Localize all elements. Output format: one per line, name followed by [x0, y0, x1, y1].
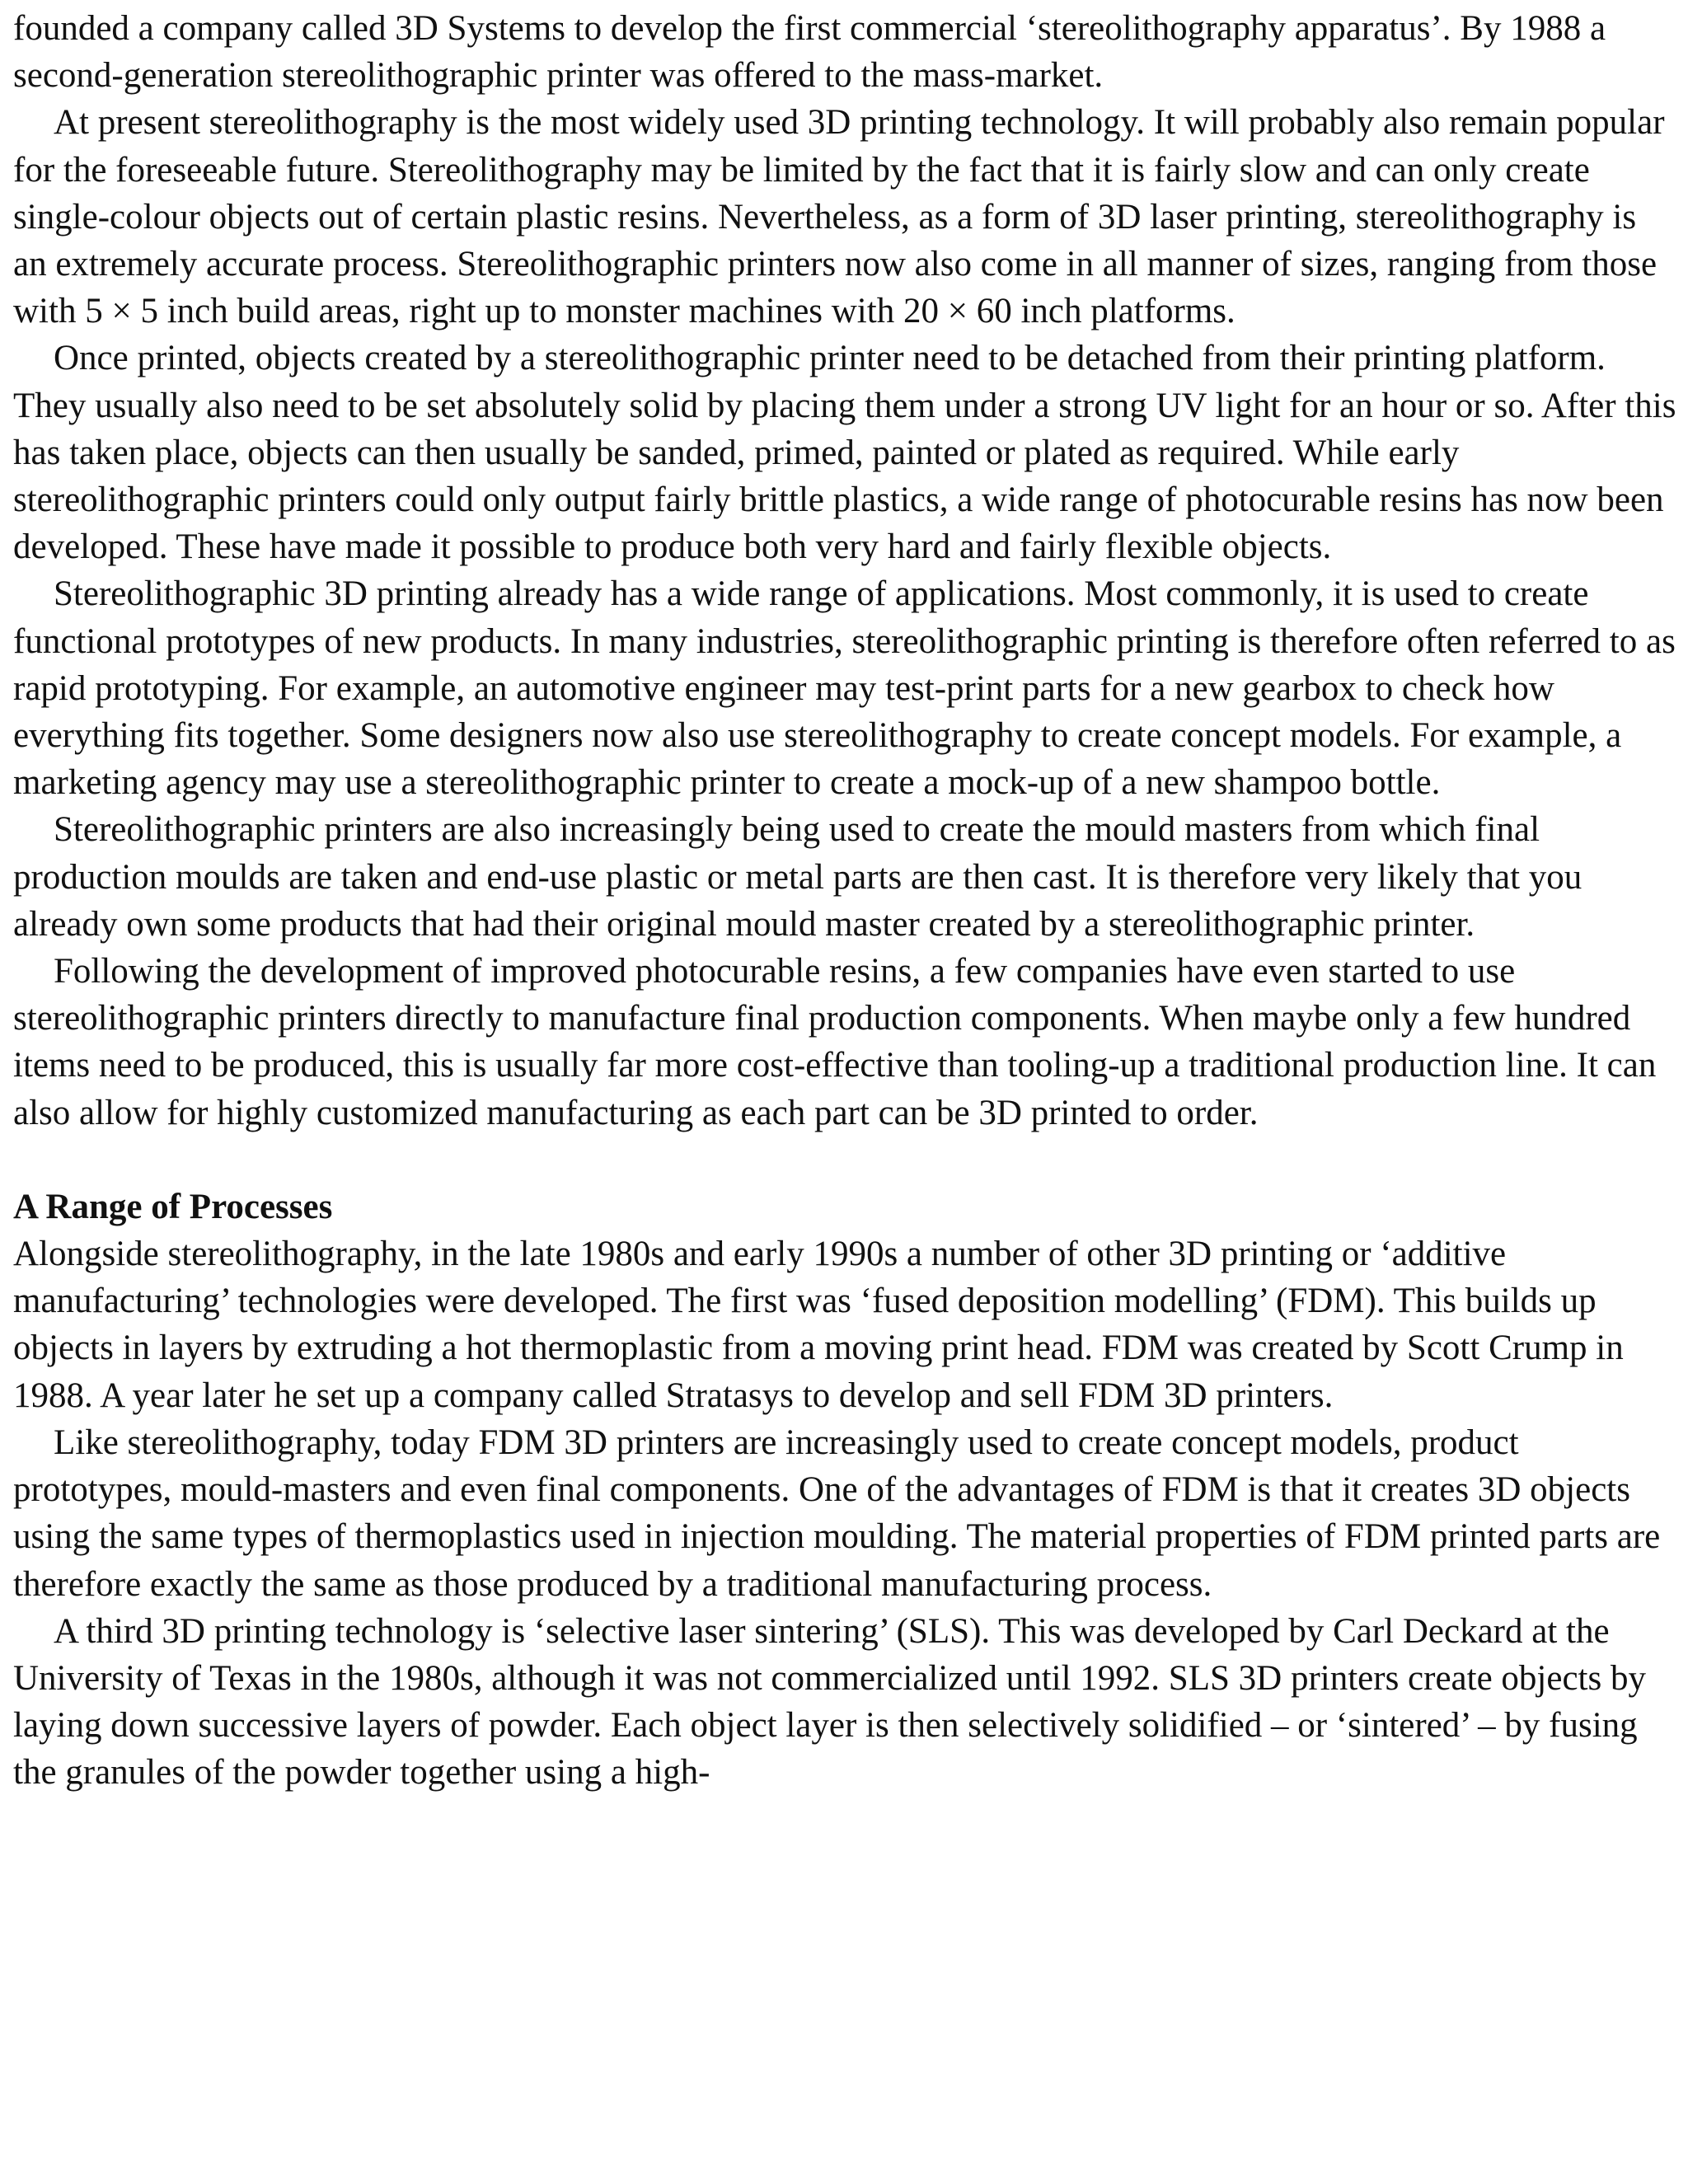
- paragraph: A third 3D printing technology is ‘selective laser sintering’ (SLS). This was developed by Carl Deckard at the University of Texas in the 1980s, although it was not commercialized until 1992. SLS 3D printers create objects by laying down successive layers of powder. Each object layer is then selectively solidified – or ‘sintered’ – by fusing the granules of the powder together using a high-: [13, 1611, 1646, 1793]
- paragraph: Following the development of improved photocurable resins, a few companies have even started to use stereolithographic printers directly to manufacture final production components. When maybe only a few hundred items need to be produced, this is usually far more cost-effective than tooling-up a traditional production line. It can also allow for highly customized manufacturing as each part can be 3D printed to order.: [13, 952, 1657, 1132]
- paragraph: Like stereolithography, today FDM 3D printers are increasingly used to create concept models, product prototypes, mould-masters and even final components. One of the advantages of FDM is that it creates 3D objects using the same types of thermoplastics used in injection moulding. The material properties of FDM printed parts are therefore exactly the same as those produced by a traditional manufacturing process.: [13, 1422, 1661, 1604]
- paragraph: Stereolithographic printers are also increasingly being used to create the mould masters from which final production moulds are taken and end-use plastic or metal parts are then cast. It is therefore very likely that you already own some products that had their original mould master created by a stereolithographic printer.: [13, 810, 1582, 944]
- paragraph: Alongside stereolithography, in the late 1980s and early 1990s a number of other 3D printing or ‘additive manufacturing’ technologies were developed. The first was ‘fused deposition modelling’ (FDM). This builds up objects in layers by extruding a hot thermoplastic from a moving print head. FDM was created by Scott Crump in 1988. A year later he set up a company called Stratasys to develop and sell FDM 3D printers.: [13, 1235, 1624, 1415]
- section-heading: A Range of Processes: [13, 1187, 333, 1226]
- paragraph: Once printed, objects created by a stereolithographic printer need to be detached from their printing platform. They usually also need to be set absolutely solid by placing them under a strong UV light for an hour or so. After this has taken place, objects can then usually be sanded, primed, painted or plated as required. While early stereolithographic printers could only output fairly brittle plastics, a wide range of photocurable resins has now been developed. These have made it possible to produce both very hard and fairly flexible objects.: [13, 339, 1676, 567]
- paragraph: founded a company called 3D Systems to develop the first commercial ‘stereolithography apparatus’. By 1988 a second-generation stereolithographic printer was offered to the mass-market.: [13, 9, 1606, 96]
- section-spacer: [13, 1137, 1678, 1183]
- paragraph: Stereolithographic 3D printing already has a wide range of applications. Most commonly, it is used to create functional prototypes of new products. In many industries, stereolithographic printing is therefore often referred to as rapid prototyping. For example, an automotive engineer may test-print parts for a new gearbox to check how everything fits together. Some designers now also use stereolithography to create concept models. For example, a marketing agency may use a stereolithographic printer to create a mock-up of a new shampoo bottle.: [13, 574, 1676, 803]
- paragraph: At present stereolithography is the most widely used 3D printing technology. It will probably also remain popular for the foreseeable future. Stereolithography may be limited by the fact that it is fairly slow and can only create single-colour objects out of certain plastic resins. Nevertheless, as a form of 3D laser printing, stereolithography is an extremely accurate process. Stereolithographic printers now also come in all manner of sizes, ranging from those with 5 × 5 inch build areas, right up to monster machines with 20 × 60 inch platforms.: [13, 103, 1665, 331]
